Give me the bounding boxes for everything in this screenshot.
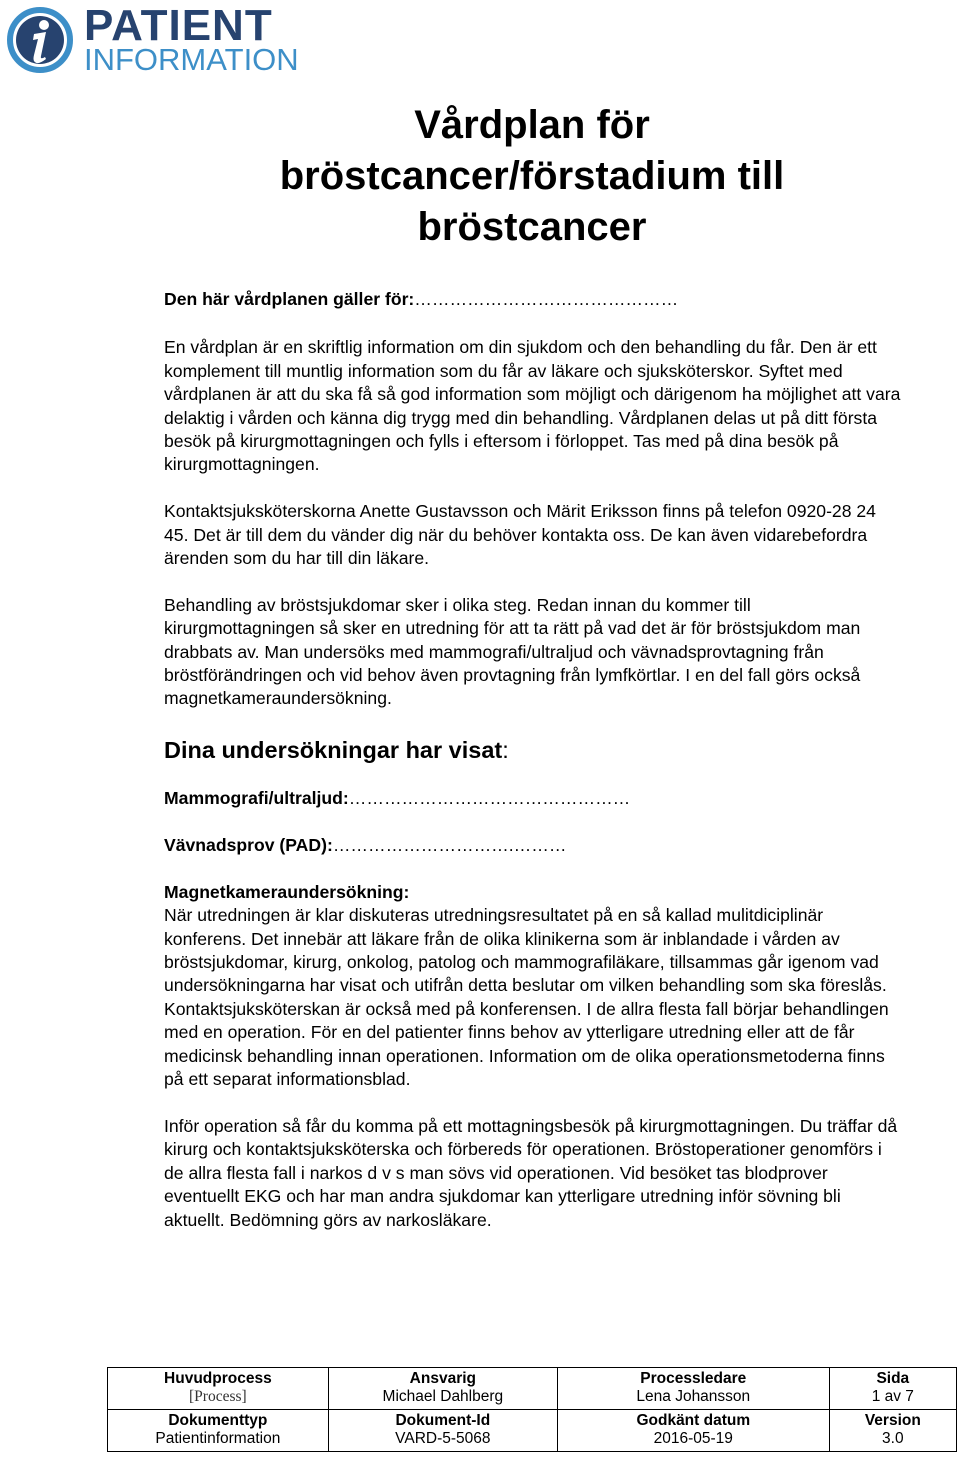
conference-paragraph: När utredningen är klar diskuteras utredningsresultatet på en så kallad mulitdiciplinär konferens. Det innebär att läkare från de olika klinikerna som är inblandade i vården av bröstsjukdomar, kirurg, onkolog, patolog och mammografiläkare, tillsammas går igenom vad undersökningarna har visat och utifrån detta beslutar om vilken behandling som ska föreslås. [164,905,887,996]
exams-heading-colon: : [502,737,509,764]
applies-to-blank: ……………………………………… [414,289,679,309]
footer-cell-huvudprocess [108,1368,329,1410]
ansvarig-value: Michael Dahlberg [382,1388,504,1405]
title-line-3: bröstcancer [417,205,647,249]
dokumenttyp-value: Patientinformation [155,1430,281,1447]
mammography-blank: ………………………………………… [348,788,631,809]
sida-value: 1 av 7 [871,1388,914,1405]
sida-label: Sida [876,1370,910,1387]
mri-label: Magnetkameraundersökning: [164,881,410,902]
huvudprocess-label: Huvudprocess [164,1370,272,1387]
tissue-sample-field [164,834,904,857]
footer-cell-dokumentid [328,1410,557,1452]
footer-cell-ansvarig [328,1368,557,1410]
mammography-label: Mammografi/ultraljud: [164,788,349,809]
footer-cell-godkant [557,1410,829,1452]
footer-cell-version [829,1410,956,1452]
footer-row [108,1410,957,1452]
footer-cell-dokumenttyp [108,1410,329,1452]
footer-cell-processledare [557,1368,829,1410]
document-body [164,288,904,1232]
intro-paragraph: En vårdplan är en skriftlig information om din sjukdom och den behandling du får. Den är ett komplement till muntlig information som du får av läkare och sjuksköterskor. Syftet med vårdplanen är att du ska få så god information som möjligt och därigenom ha möjlighet att vara delaktig i vården och känna dig trygg med din behandling. Vårdplanen delas ut på ditt första besök på kirurgmottagningen och fylls i eftersom i förloppet. Tas med på dina besök på kirurgmottagningen. [164,337,901,475]
mammography-field [164,787,904,810]
document-title [0,100,960,253]
tissue-sample-label: Vävnadsprov (PAD): [164,835,333,856]
dokumentid-label: Dokument-Id [395,1412,491,1429]
godkant-label: Godkänt datum [636,1412,751,1429]
applies-to-line [164,288,904,311]
tissue-sample-blank: ………………………….……… [332,835,567,856]
version-value: 3.0 [882,1430,904,1447]
info-circle-icon [6,6,74,74]
contact-paragraph: Kontaktsjuksköterskorna Anette Gustavsson och Märit Eriksson finns på telefon 0920-28 24 45. Det är till dem du vänder dig när du behöver kontakta oss. De kan även vidarebefordra ärenden som du har till din läkare. [164,501,876,569]
processledare-value: Lena Johansson [636,1388,751,1405]
conference-paragraph-2: Kontaktsjuksköterskan är också med på konferensen. I de allra flesta fall börjar behandlingen med en operation. För en del patienter finns behov av ytterligare utredning eller att de får medicinsk behandling innan operationen. Information om de olika operationsmetoderna finns på ett separat informationsblad. [164,998,889,1090]
huvudprocess-value: [Process] [189,1388,247,1405]
applies-to-label: Den här vårdplanen gäller för: [164,289,415,309]
preop-paragraph: Inför operation så får du komma på ett mottagningsbesök på kirurgmottagningen. Du träffar då kirurg och kontaktsjuksköterska och förbereds för operationen. Bröstoperationer genomförs i de allra flesta fall i narkos d v s man sövs vid operationen. Vid besöket tas blodprover eventuellt EKG och har man andra sjukdomar kan ytterligare utredning inför sövning bli aktuellt. Bedömning görs av narkosläkare. [164,1115,898,1230]
title-line-2: bröstcancer/förstadium till [279,154,785,198]
treatment-paragraph: Behandling av bröstsjukdomar sker i olika steg. Redan innan du kommer till kirurgmottagningen så sker en utredning för att ta rätt på vad det är för bröstsjukdom man drabbats av. Man undersöks med mammografi/ultraljud och vävnadsprovtagning från bröstförändringen och vid behov även provtagning från lymfkörtlar. I en del fall görs också magnetkameraundersökning. [164,594,861,709]
logo-text-information: INFORMATION [84,42,299,77]
footer-row [108,1368,957,1410]
patient-information-logo [6,1,299,77]
version-label: Version [864,1412,921,1429]
exams-heading-text: Dina undersökningar har visat [164,737,503,764]
footer-cell-sida [829,1368,956,1410]
dokumentid-value: VARD-5-5068 [395,1430,491,1447]
document-footer-table [107,1367,957,1452]
godkant-value: 2016-05-19 [653,1430,733,1447]
ansvarig-label: Ansvarig [409,1370,477,1387]
processledare-label: Processledare [640,1370,747,1387]
exams-heading [164,735,904,765]
logo-text-patient: PATIENT [84,1,273,50]
dokumenttyp-label: Dokumenttyp [168,1412,268,1429]
title-line-1: Vårdplan för [414,103,650,147]
